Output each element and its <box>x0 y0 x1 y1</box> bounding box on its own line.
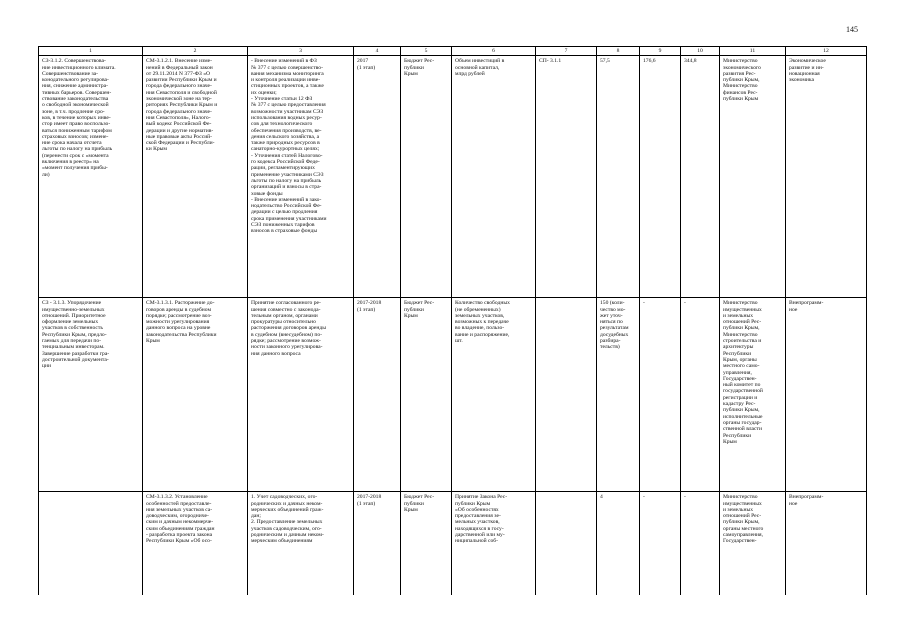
value-cell-2: 176,6 <box>640 56 681 298</box>
measure-cell: СМ-3.1.3.1. Расторжение до- говоров аренды в судебном порядке; рассмотрение воз- можности урегулирования данного вопроса на уровне законодательства Республики Крым <box>143 298 248 492</box>
value-cell-1: 150 (коли- чество мо- жет уточ- няться по результатам досудебных разбира- тельств) <box>597 298 640 492</box>
program-cell: Экономическое развитие и ин- новационная экономика <box>786 56 867 298</box>
col-header-2: 2 <box>143 47 248 56</box>
col-header-8: 8 <box>597 47 640 56</box>
result-cell: 1. Учет садоводческих, ого- роднических и дачных неком- мерческих объединений граж- дан; 2. Предоставление земельных участков садоводческим, ого- родническим и дачным неком- мерческим объединениям <box>248 492 354 596</box>
col-header-3: 3 <box>248 47 354 56</box>
funding-cell: Бюджет Рес- публики Крым <box>401 492 452 596</box>
measure-cell: СМ-3.1.3.2. Установление особенностей предоставле- ния земельных участков са- доводческим, огородниче- ским и дачным некоммерче- ским объединениям граждан - разработка проекта закона Республики Крым «Об осо- <box>143 492 248 596</box>
col-header-4: 4 <box>354 47 401 56</box>
col-header-10: 10 <box>681 47 720 56</box>
program-cell: Внепрограмм- ное <box>786 298 867 492</box>
result-cell: - Внесение изменений в ФЗ № 377 с целью совершенство- вания механизма мониторинга и контроля реализации инве- стиционных проектов, а также их оценки; - Уточнение статьи 12 ФЗ № 377 с целью предоставления возможности участникам СЭЗ использования водных ресур- сов для технологического обеспечения производств, ве- дения сельского хозяйства, а также природных ресурсов в санаторно-курортных целях; - Уточнения статей Налогово- го кодекса Российской Феде- рации, регламентирующих применение участниками СЭЗ льготы по налогу на прибыль организаций и взносы в стра- ховые фонды - Внесение изменений в зако- нодательство Российской Фе- дерации с целью продления срока применения участниками СЭЗ пониженных тарифов взносов в страховые фонды <box>248 56 354 298</box>
indicator-cell: Объем инвестиций в основной капитал, млрд рублей <box>452 56 536 298</box>
col-header-7: 7 <box>536 47 597 56</box>
col-header-5: 5 <box>401 47 452 56</box>
result-cell: Принятие согласованного ре- шения совместно с законода- тельным органом, органами прокуратуры относительно расторжения договоров аренды в судебном (внесудебном) по- рядке; рассмотрение возмож- ности законного урегулирова- ния данного вопроса <box>248 298 354 492</box>
value-cell-2: - <box>640 492 681 596</box>
period-cell: 2017-2018 (1 этап) <box>354 298 401 492</box>
goal-cell <box>39 492 143 596</box>
table-row <box>39 56 867 298</box>
value-cell-1: 57,5 <box>597 56 640 298</box>
measures-table <box>38 46 867 595</box>
responsible-cell: Министерство имущественных и земельных отношений Рес- публики Крым, органы местного самоуправления, Государствен- <box>720 492 786 596</box>
value-cell-2: - <box>640 298 681 492</box>
period-cell: 2017 (1 этап) <box>354 56 401 298</box>
funding-cell: Бюджет Рес- публики Крым <box>401 56 452 298</box>
responsible-cell: Министерство имущественных и земельных отношений Рес- публики Крым, Министерство строительства и архитектуры Республики Крым, органы местного само- управления, Государствен- ный комитет по государственной регистрации и кадастру Рес- публики Крым, исполнительные органы государ- ственной власти Республики Крым <box>720 298 786 492</box>
funding-cell: Бюджет Рес- публики Крым <box>401 298 452 492</box>
value-cell-3: - <box>681 492 720 596</box>
col-header-9: 9 <box>640 47 681 56</box>
period-cell: 2017-2018 (1 этап) <box>354 492 401 596</box>
code-cell: СП- 3.1.1 <box>536 56 597 298</box>
code-cell <box>536 298 597 492</box>
indicator-cell: Количество свободных (не обремененных) земельных участков, возможных к передаче во владение, пользо- вание и распоряжение, шт. <box>452 298 536 492</box>
indicator-cell: Принятие Закона Рес- публики Крым «Об особенностях предоставления зе- мельных участков, находящихся в госу- дарственной или му- ниципальной соб- <box>452 492 536 596</box>
measure-cell: СМ-3.1.2.1. Внесение изме- нений в Федеральный закон от 29.11.2014 N 377-ФЗ «О развитии Республики Крым и города федерального значе- ния Севастополя и свободной экономической зоне на тер- риториях Республики Крым и города федерального значе- ния Севастополя», Налого- вый кодекс Российской Фе- дерации и другие норматив- ные правовые акты Россий- ской Федерации и Республи- ки Крым <box>143 56 248 298</box>
table-row <box>39 298 867 492</box>
value-cell-3: - <box>681 298 720 492</box>
page-number: 145 <box>846 25 858 34</box>
code-cell <box>536 492 597 596</box>
col-header-12: 12 <box>786 47 867 56</box>
goal-cell: СЗ - 3.1.3. Упорядочение имущественно-земельных отношений. Приоритетное оформление земельных участков в собственность Республики Крым, предло- гаемых для передачи по- тенциальным инвесторам. Завершение разработки гра- достроительной документа- ции <box>39 298 143 492</box>
responsible-cell: Министерство экономического развития Рес- публики Крым, Министерство финансов Рес- публики Крым <box>720 56 786 298</box>
goal-cell: СЗ-3.1.2. Совершенствова- ние инвестиционного климата. Совершенствование за- конодательного регулирова- ния, снижение администра- тивных барьеров. Совершен- ствование законодательства о свободной экономической зоне, в т.ч. продление сро- ков, в течение которых инве- стор имеет право воспользо- ваться пониженным тарифом страховых взносов; измене- ние срока начала отсчета льготы по налогу на прибыль (перенести срок с «момента включения в реестр» на «момент получения прибы- ли) <box>39 56 143 298</box>
col-header-11: 11 <box>720 47 786 56</box>
value-cell-1: 4 <box>597 492 640 596</box>
col-header-6: 6 <box>452 47 536 56</box>
value-cell-3: 344,8 <box>681 56 720 298</box>
table-row <box>39 492 867 596</box>
header-row <box>39 47 867 56</box>
col-header-1: 1 <box>39 47 143 56</box>
program-cell: Внепрограмм- ное <box>786 492 867 596</box>
